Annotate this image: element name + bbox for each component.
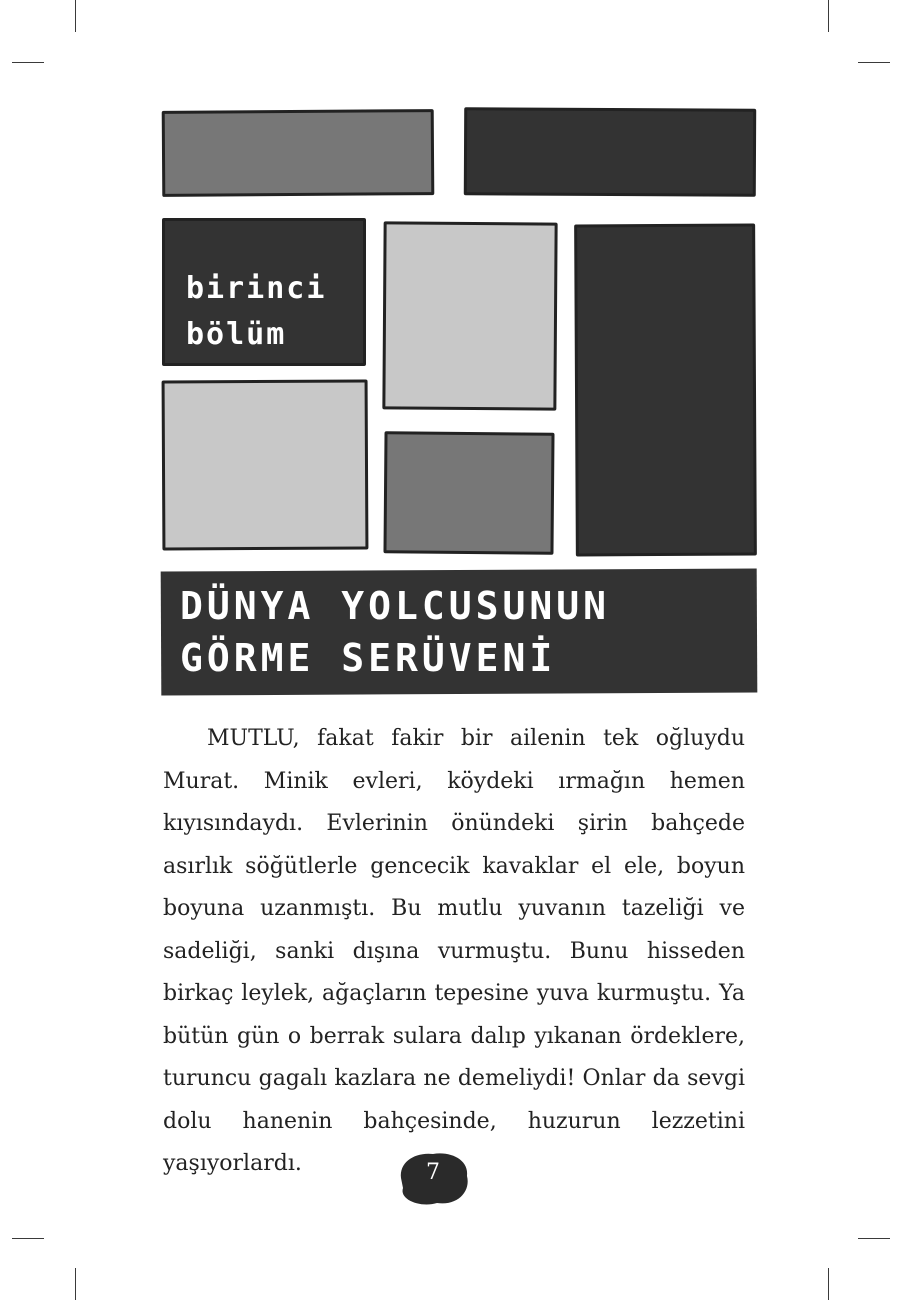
page-number: 7 bbox=[426, 1160, 440, 1185]
crop-mark bbox=[12, 62, 44, 63]
body-paragraph: MUTLU, fakat fakir bir ailenin tek oğluydu Murat. Minik evleri, köydeki ırmağın hemen kıyısındaydı. Evlerinin önündeki şirin bahçede asırlık söğütlerle gencecik kavaklar el ele, boyun boyuna uzanmıştı. Bu mutlu yuvanın tazeliği ve sadeliği, sanki dışına vurmuştu. Bunu hisseden birkaç leylek, ağaçların tepesine yuva kurmuştu. Ya bütün gün o berrak sulara dalıp yıkanan ördeklere, turuncu gagalı kazlara ne demeliydi! Onlar da sevgi dolu hanenin bahçesinde, huzurun lezzetini yaşıyorlardı. bbox=[163, 726, 745, 1176]
panel-center-light bbox=[382, 221, 557, 410]
title-line-1: DÜNYA YOLCUSUNUN bbox=[180, 584, 611, 628]
panel-right-tall bbox=[574, 224, 757, 557]
chapter-line-1: birinci bbox=[186, 271, 327, 306]
crop-mark bbox=[858, 1238, 890, 1239]
crop-mark bbox=[75, 0, 76, 32]
crop-mark bbox=[858, 62, 890, 63]
title-line-2: GÖRME SERÜVENİ bbox=[180, 636, 557, 680]
panel-bottom-center bbox=[383, 431, 554, 554]
crop-mark bbox=[12, 1238, 44, 1239]
panel-bottom-left bbox=[162, 379, 369, 550]
panel-top-left bbox=[162, 109, 435, 197]
chapter-line-2: bölüm bbox=[186, 317, 287, 352]
crop-mark bbox=[828, 0, 829, 32]
panel-top-right bbox=[464, 107, 756, 197]
chapter-title bbox=[180, 580, 610, 684]
chapter-label bbox=[186, 266, 326, 358]
crop-mark bbox=[828, 1268, 829, 1300]
crop-mark bbox=[75, 1268, 76, 1300]
